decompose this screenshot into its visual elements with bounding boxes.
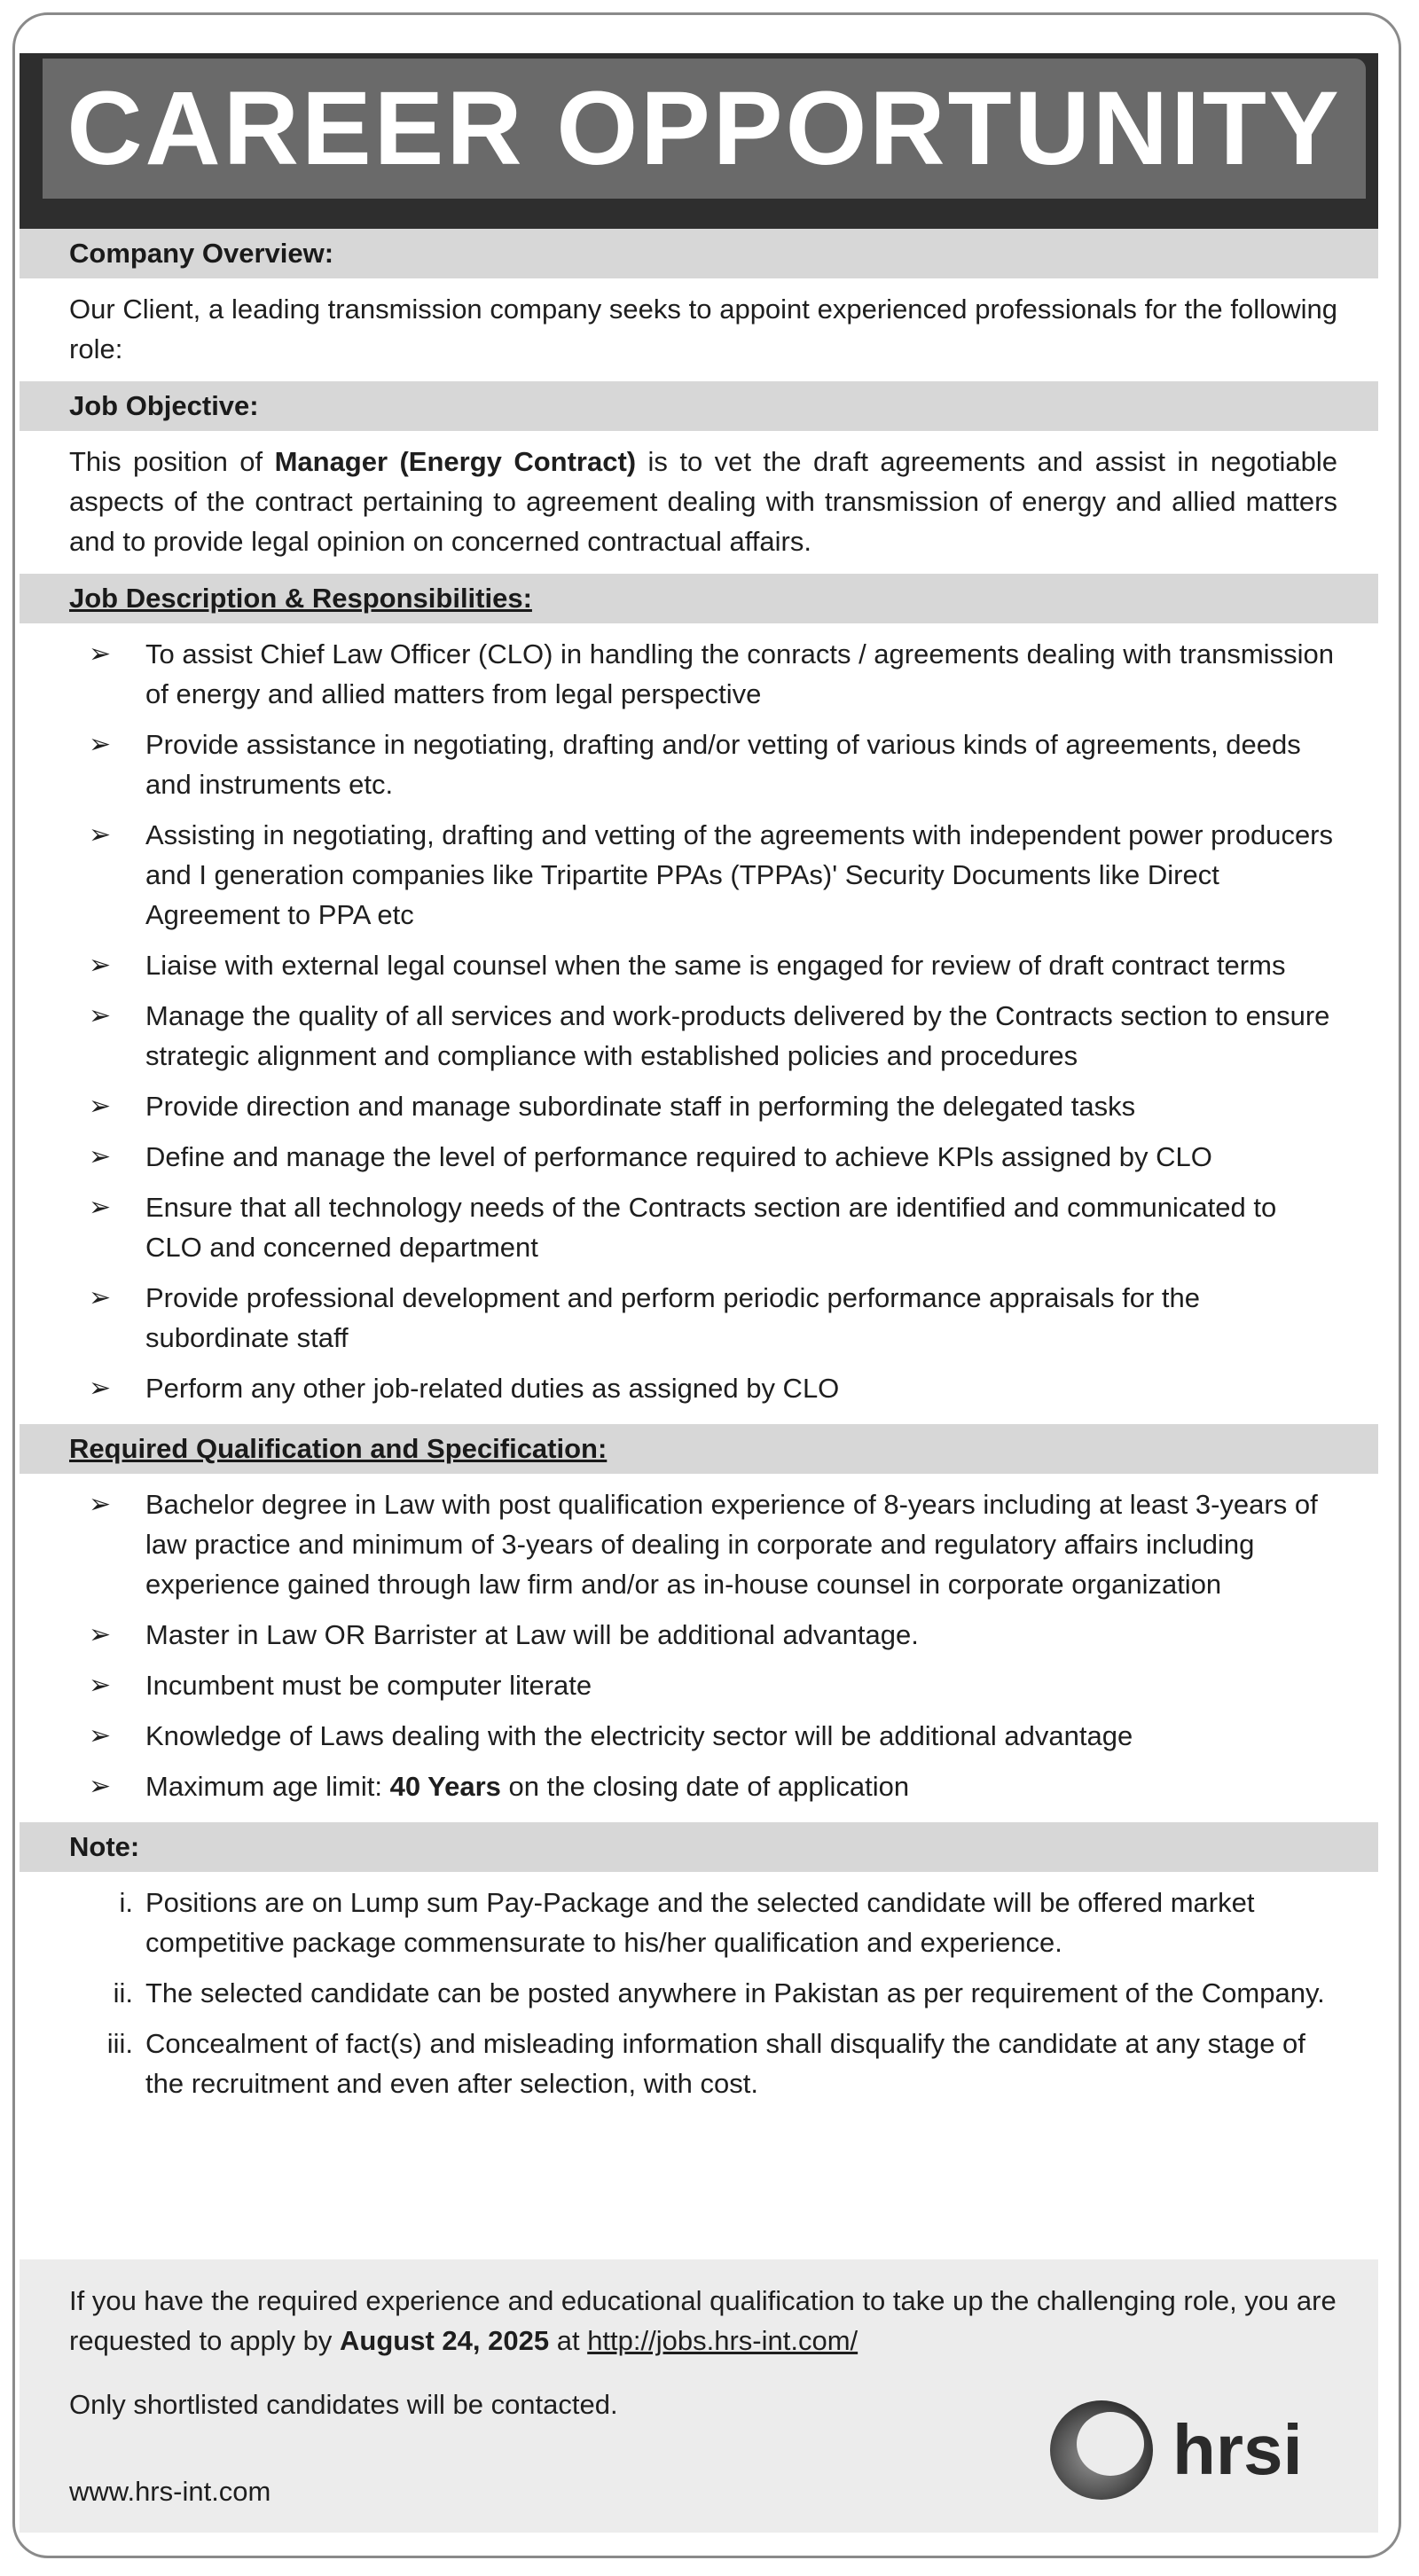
main-content bbox=[20, 229, 1378, 2119]
list-item: ➢ Manage the quality of all services and work-products delivered by the Contracts section to ensure strategic alignment and compliance with established policies and procedures bbox=[20, 996, 1337, 1076]
arrow-bullet-icon: ➢ bbox=[89, 1193, 112, 1222]
list-item: ii. The selected candidate can be posted anywhere in Pakistan as per requirement of the Company. bbox=[113, 1977, 1325, 2008]
arrow-bullet-icon: ➢ bbox=[89, 1721, 112, 1750]
deadline-date: August 24, 2025 bbox=[340, 2325, 550, 2356]
apply-instructions: If you have the required experience and educational qualification to take up the challenging role, you are requested to apply by August 24, 2025 at http://jobs.hrs-int.com/ bbox=[69, 2285, 1337, 2356]
responsibilities-heading: Job Description & Responsibilities: bbox=[20, 574, 1378, 623]
list-item: ➢ Define and manage the level of performance required to achieve KPls assigned by CLO bbox=[20, 1137, 1337, 1177]
list-item: ➢ Perform any other job-related duties as assigned by CLO bbox=[20, 1368, 1337, 1408]
age-limit: 40 Years bbox=[389, 1771, 501, 1802]
website-text: www.hrs-int.com bbox=[69, 2476, 271, 2507]
note-list bbox=[20, 1872, 1378, 2119]
company-overview-text: Our Client, a leading transmission company seeks to appoint experienced professionals for the following role: bbox=[69, 294, 1337, 364]
arrow-bullet-icon: ➢ bbox=[89, 1092, 112, 1121]
list-item: iii. Concealment of fact(s) and misleading information shall disqualify the candidate at any stage of the recruitment and even after selection, with cost. bbox=[106, 2028, 1305, 2099]
arrow-bullet-icon: ➢ bbox=[89, 1490, 112, 1519]
list-item: ➢ Maximum age limit: 40 Years on the closing date of application bbox=[20, 1766, 1337, 1806]
list-item: ➢ Provide assistance in negotiating, drafting and/or vetting of various kinds of agreements, deeds and instruments etc. bbox=[20, 724, 1337, 804]
footer bbox=[20, 2259, 1378, 2533]
list-item: ➢ Assisting in negotiating, drafting and vetting of the agreements with independent power producers and I generation companies like Tripartite PPAs (TPPAs)' Security Documents like Direct Agreement to PPA etc bbox=[20, 815, 1337, 935]
arrow-bullet-icon: ➢ bbox=[89, 1374, 112, 1403]
arrow-bullet-icon: ➢ bbox=[89, 730, 112, 759]
arrow-bullet-icon: ➢ bbox=[89, 1142, 112, 1171]
list-item: i. Positions are on Lump sum Pay-Package and the selected candidate will be offered market competitive package commensurate to his/her qualification and experience. bbox=[119, 1887, 1255, 1958]
list-item: ➢ Provide professional development and perform periodic performance appraisals for the subordinate staff bbox=[20, 1278, 1337, 1358]
page-title: CAREER OPPORTUNITY bbox=[67, 70, 1342, 187]
list-item: ➢ Master in Law OR Barrister at Law will be additional advantage. bbox=[20, 1615, 1337, 1655]
job-objective-heading: Job Objective: bbox=[20, 381, 1378, 431]
job-objective-text: This position of Manager (Energy Contract) is to vet the draft agreements and assist in negotiable aspects of the contract pertaining to agreement dealing with transmission of energy and allied matters and to provide legal opinion on concerned contractual affairs. bbox=[69, 446, 1337, 557]
arrow-bullet-icon: ➢ bbox=[89, 639, 112, 669]
list-item: ➢ Incumbent must be computer literate bbox=[20, 1665, 1337, 1705]
apply-link[interactable]: http://jobs.hrs-int.com/ bbox=[587, 2325, 858, 2356]
arrow-bullet-icon: ➢ bbox=[89, 1001, 112, 1030]
arrow-bullet-icon: ➢ bbox=[89, 1283, 112, 1312]
qualification-heading: Required Qualification and Specification: bbox=[20, 1424, 1378, 1474]
qualification-list bbox=[20, 1474, 1378, 1822]
hrsi-logo bbox=[1039, 2384, 1376, 2508]
responsibilities-list bbox=[20, 623, 1378, 1424]
note-heading: Note: bbox=[20, 1822, 1378, 1872]
list-item: ➢ Ensure that all technology needs of the Contracts section are identified and communicated to CLO and concerned department bbox=[20, 1187, 1337, 1267]
arrow-bullet-icon: ➢ bbox=[89, 1671, 112, 1700]
arrow-bullet-icon: ➢ bbox=[89, 820, 112, 850]
svg-text:hrsi: hrsi bbox=[1172, 2410, 1303, 2489]
arrow-bullet-icon: ➢ bbox=[89, 951, 112, 980]
list-item: ➢ Bachelor degree in Law with post qualification experience of 8-years including at least 3-years of law practice and minimum of 3-years of dealing in corporate and regulatory affairs including experience gained through law firm and/or as in-house counsel in corporate organization bbox=[20, 1484, 1337, 1604]
list-item: ➢ Provide direction and manage subordinate staff in performing the delegated tasks bbox=[20, 1086, 1337, 1126]
arrow-bullet-icon: ➢ bbox=[89, 1772, 112, 1801]
arrow-bullet-icon: ➢ bbox=[89, 1620, 112, 1649]
job-role: Manager (Energy Contract) bbox=[274, 446, 637, 477]
list-item: ➢ Liaise with external legal counsel when the same is engaged for review of draft contract terms bbox=[20, 945, 1337, 985]
list-item: ➢ To assist Chief Law Officer (CLO) in handling the conracts / agreements dealing with transmission of energy and allied matters from legal perspective bbox=[20, 634, 1337, 714]
company-overview-heading: Company Overview: bbox=[20, 229, 1378, 278]
list-item: ➢ Knowledge of Laws dealing with the electricity sector will be additional advantage bbox=[20, 1716, 1337, 1756]
shortlist-note: Only shortlisted candidates will be contacted. bbox=[69, 2389, 618, 2420]
